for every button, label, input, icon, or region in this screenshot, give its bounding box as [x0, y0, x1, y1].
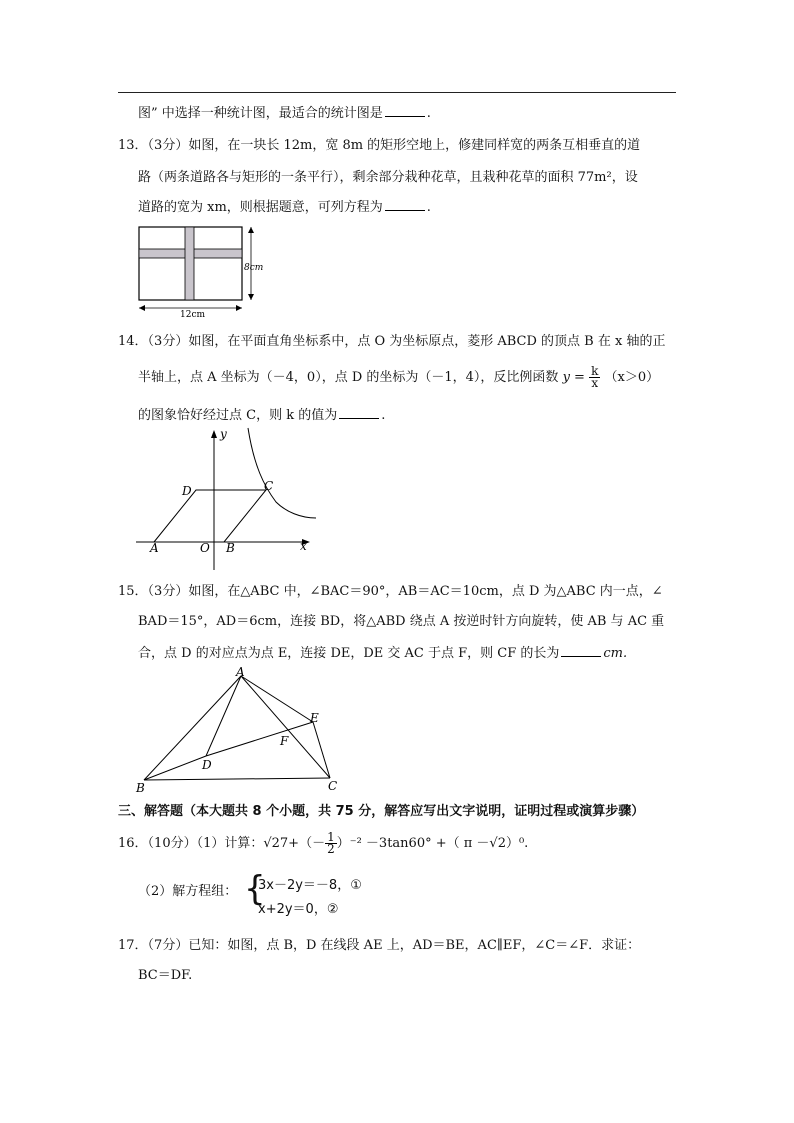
point-C-label: C — [264, 479, 274, 493]
equation-1: 3x－2y＝－8，① — [258, 878, 362, 893]
section-title: 三、解答题（本大题共 8 个小题，共 75 分，解答应写出文字说明，证明过程或演算步骤） — [118, 804, 645, 819]
point-F-label: F — [280, 734, 289, 748]
fraction-one-half: $\frac{1}{2}$ — [327, 830, 335, 856]
q17-line-2: BC＝DF. — [138, 968, 193, 983]
q15-line-2: BAD＝15°，AD＝6cm，连接 BD，将△ABD 绕点 A 按逆时针方向旋转，使 AB 与 AC 重 — [138, 614, 665, 629]
q13-line-2: 路（两条道路各与矩形的一条平行），剩余部分栽种花草，且栽种花草的面积 77m²，设 — [138, 170, 638, 185]
point-C-label: C — [328, 779, 338, 793]
point-A-label: A — [236, 666, 245, 679]
q16-part2-label: （2）解方程组： — [138, 884, 238, 899]
prev-question-tail: 图” 中选择一种统计图，最适合的统计图是 . — [138, 106, 431, 121]
y-axis-label: y — [220, 427, 227, 441]
brace-icon: { — [244, 869, 266, 909]
q15-line-1: 15．（3分）如图，在△ABC 中，∠BAC＝90°，AB＝AC＝10cm，点 D 为△ABC 内一点，∠ — [118, 584, 663, 599]
x-axis-label: x — [300, 539, 307, 553]
point-B-label: B — [136, 781, 145, 795]
q13-line-1: 13．（3分）如图，在一块长 12m，宽 8m 的矩形空地上，修建同样宽的两条互相垂直的道 — [118, 138, 641, 153]
q14-line-3: 的图象恰好经过点 C，则 k 的值为 . — [138, 408, 386, 423]
q14-line-2: 半轴上，点 A 坐标为（－4，0），点 D 的坐标为（－1，4），反比例函数 y = $\frac{k}{x}$ （x＞0） — [138, 364, 660, 390]
q16-part1: 16．（10分）（1）计算：√27+（－ $\frac{1}{2}$ ）⁻² －3tan60° +（ π －√2）⁰. — [118, 830, 529, 856]
answer-blank — [385, 104, 425, 117]
q15-figure — [132, 666, 352, 800]
q14-figure — [136, 426, 316, 576]
point-O-label: O — [200, 541, 210, 555]
point-E-label: E — [310, 711, 319, 725]
point-A-label: A — [150, 541, 159, 555]
height-label: 8cm — [244, 263, 264, 273]
equation-2: x+2y＝0，② — [258, 902, 339, 917]
answer-blank — [561, 644, 601, 657]
point-D-label: D — [182, 484, 192, 498]
width-label: 12cm — [180, 310, 206, 320]
answer-blank — [339, 406, 379, 419]
answer-blank — [385, 198, 425, 211]
q13-line-3: 道路的宽为 xm，则根据题意，可列方程为 . — [138, 200, 431, 215]
q17-line-1: 17．（7分）已知：如图，点 B，D 在线段 AE 上，AD＝BE，AC∥EF，∠C＝∠F．求证： — [118, 938, 641, 953]
q15-line-3: 合，点 D 的对应点为点 E，连接 DE，DE 交 AC 于点 F，则 CF 的长为 cm. — [138, 646, 628, 661]
point-B-label: B — [226, 541, 235, 555]
q14-line-1: 14．（3分）如图，在平面直角坐标系中，点 O 为坐标原点，菱形 ABCD 的顶点 B 在 x 轴的正 — [118, 334, 666, 349]
fraction-k-over-x: $\frac{k}{x}$ — [591, 364, 599, 390]
point-D-label: D — [202, 758, 212, 772]
page-header-rule — [118, 92, 676, 93]
q13-figure — [134, 224, 274, 326]
